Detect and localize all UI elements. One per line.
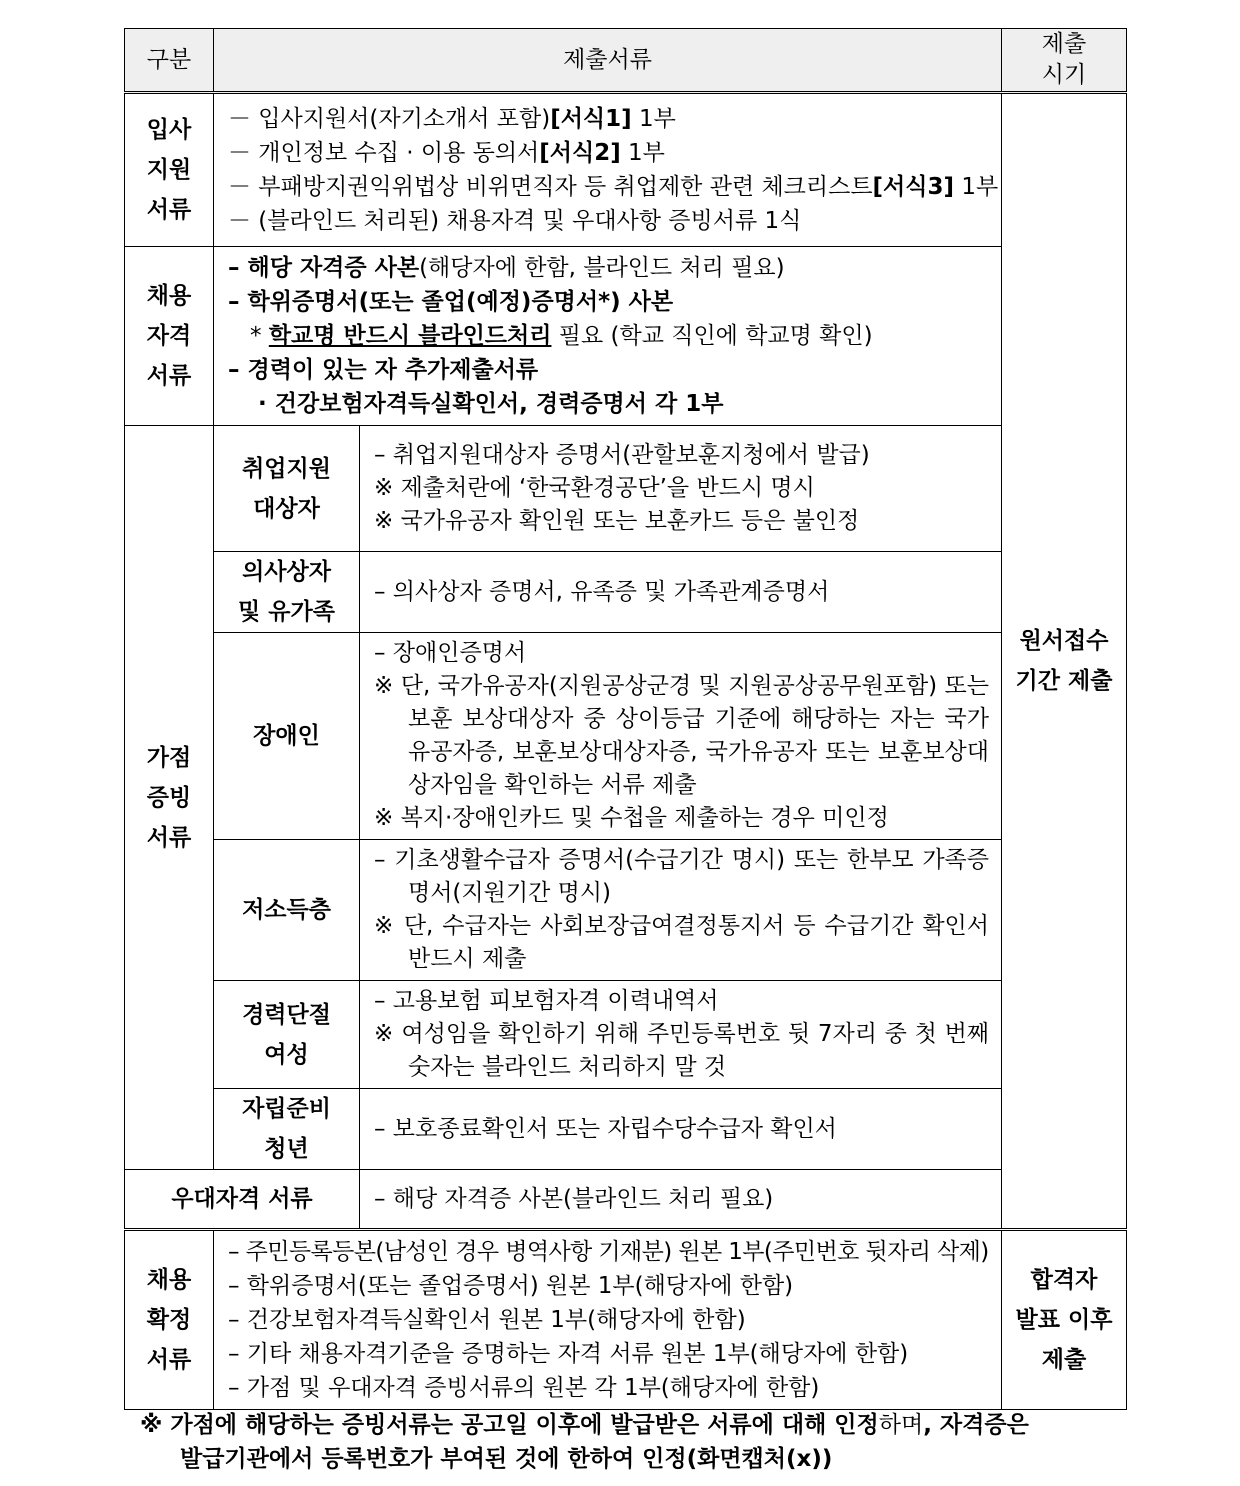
category-qualify: 채용 자격 서류	[125, 247, 214, 426]
confirm-documents	[214, 1230, 1002, 1410]
apply-documents	[214, 93, 1002, 247]
list-item: · 건강보험자격득실확인서, 경력증명서 각 1부	[258, 391, 724, 417]
sub-righteous: 의사상자 및 유가족	[214, 552, 360, 633]
sub-employ-support: 취업지원 대상자	[214, 426, 360, 552]
list-item: － 부패방지권익위법상 비위면직자 등 취업제한 관련 체크리스트[서식3] 1부	[228, 174, 999, 200]
timing-after-pass: 합격자 발표 이후 제출	[1002, 1230, 1127, 1410]
list-item: – 고용보험 피보험자격 이력내역서	[374, 988, 719, 1014]
list-item: – 해당 자격증 사본(해당자에 한함, 블라인드 처리 필요)	[228, 255, 785, 281]
list-item: ※ 복지·장애인카드 및 수첩을 제출하는 경우 미인정	[374, 805, 889, 831]
disabled-documents	[360, 633, 1002, 840]
list-item: – 가점 및 우대자격 증빙서류의 원본 각 1부(해당자에 한함)	[228, 1375, 820, 1401]
list-item: – 경력이 있는 자 추가제출서류	[228, 357, 539, 383]
list-item: – 기타 채용자격기준을 증명하는 자격 서류 원본 1부(해당자에 한함)	[228, 1341, 909, 1367]
table-row-apply	[125, 93, 1127, 247]
low-income-documents	[360, 840, 1002, 981]
sub-career-break: 경력단절 여성	[214, 981, 360, 1089]
employ-support-documents	[360, 426, 1002, 552]
category-confirm: 채용 확정 서류	[125, 1230, 214, 1410]
table-row-youth	[125, 1089, 1127, 1170]
list-item: ※ 제출처란에 ‘한국환경공단’을 반드시 명시	[374, 475, 815, 501]
list-item: – 의사상자 증명서, 유족증 및 가족관계증명서	[374, 578, 830, 605]
righteous-documents	[360, 552, 1002, 633]
table-row-disabled	[125, 633, 1127, 840]
list-item: ※ 단, 수급자는 사회보장급여결정통지서 등 수급기간 확인서 반드시 제출	[374, 913, 989, 972]
table-row-confirm	[125, 1230, 1127, 1410]
preference-documents	[360, 1170, 1002, 1230]
sub-disabled: 장애인	[214, 633, 360, 840]
category-preference: 우대자격 서류	[125, 1170, 360, 1230]
footnote-line-2: 발급기관에서 등록번호가 부여된 것에 한하여 인정(화면캡처(x))	[180, 1446, 833, 1472]
table-row-career-break	[125, 981, 1127, 1089]
header-category: 구분	[125, 29, 214, 93]
list-item: – 장애인증명서	[374, 640, 527, 666]
footnote	[140, 1408, 1120, 1476]
youth-documents	[360, 1089, 1002, 1170]
list-item: – 기초생활수급자 증명서(수급기간 명시) 또는 한부모 가족증명서(지원기간 명시)	[374, 847, 989, 906]
list-item: – 학위증명서(또는 졸업증명서) 원본 1부(해당자에 한함)	[228, 1273, 794, 1299]
qualify-documents	[214, 247, 1002, 426]
list-item: * 학교명 반드시 블라인드처리 필요 (학교 직인에 학교명 확인)	[250, 323, 873, 349]
header-timing: 제출 시기	[1002, 29, 1127, 93]
table-row-low-income	[125, 840, 1127, 981]
list-item: – 학위증명서(또는 졸업(예정)증명서*) 사본	[228, 289, 674, 315]
table-row-qualify	[125, 247, 1127, 426]
list-item: ※ 여성임을 확인하기 위해 주민등록번호 뒷 7자리 중 첫 번째 숫자는 블라인드 처리하지 말 것	[374, 1021, 989, 1080]
list-item: ※ 국가유공자 확인원 또는 보훈카드 등은 불인정	[374, 508, 860, 534]
submission-documents-table	[124, 28, 1127, 1410]
table-row-righteous	[125, 552, 1127, 633]
list-item: – 보호종료확인서 또는 자립수당수급자 확인서	[374, 1115, 837, 1142]
list-item: – 건강보험자격득실확인서 원본 1부(해당자에 한함)	[228, 1307, 746, 1333]
career-break-documents	[360, 981, 1002, 1089]
header-documents: 제출서류	[214, 29, 1002, 93]
list-item: － (블라인드 처리된) 채용자격 및 우대사항 증빙서류 1식	[228, 208, 802, 234]
category-bonus: 가점 증빙 서류	[125, 426, 214, 1170]
footnote-line-1: ※ 가점에 해당하는 증빙서류는 공고일 이후에 발급받은 서류에 대해 인정하며, 자격증은	[140, 1412, 1029, 1438]
table-header-row	[125, 29, 1127, 93]
list-item: – 취업지원대상자 증명서(관할보훈지청에서 발급)	[374, 442, 870, 468]
sub-youth: 자립준비 청년	[214, 1089, 360, 1170]
table-row-employ-support	[125, 426, 1127, 552]
sub-low-income: 저소득층	[214, 840, 360, 981]
category-apply: 입사 지원 서류	[125, 93, 214, 247]
list-item: – 해당 자격증 사본(블라인드 처리 필요)	[374, 1185, 774, 1212]
table-row-preference	[125, 1170, 1127, 1230]
timing-application: 원서접수 기간 제출	[1002, 93, 1127, 1230]
list-item: ※ 단, 국가유공자(지원공상군경 및 지원공상공무원포함) 또는 보훈 보상대상자 중 상이등급 기준에 해당하는 자는 국가유공자증, 보훈보상대상자증, 국가유공자 또는 보훈보상대상자임을 확인하는 서류 제출	[374, 673, 989, 798]
list-item: － 입사지원서(자기소개서 포함)[서식1] 1부	[228, 106, 676, 132]
list-item: － 개인정보 수집 · 이용 동의서[서식2] 1부	[228, 140, 665, 166]
list-item: – 주민등록등본(남성인 경우 병역사항 기재분) 원본 1부(주민번호 뒷자리 삭제)	[228, 1239, 989, 1265]
